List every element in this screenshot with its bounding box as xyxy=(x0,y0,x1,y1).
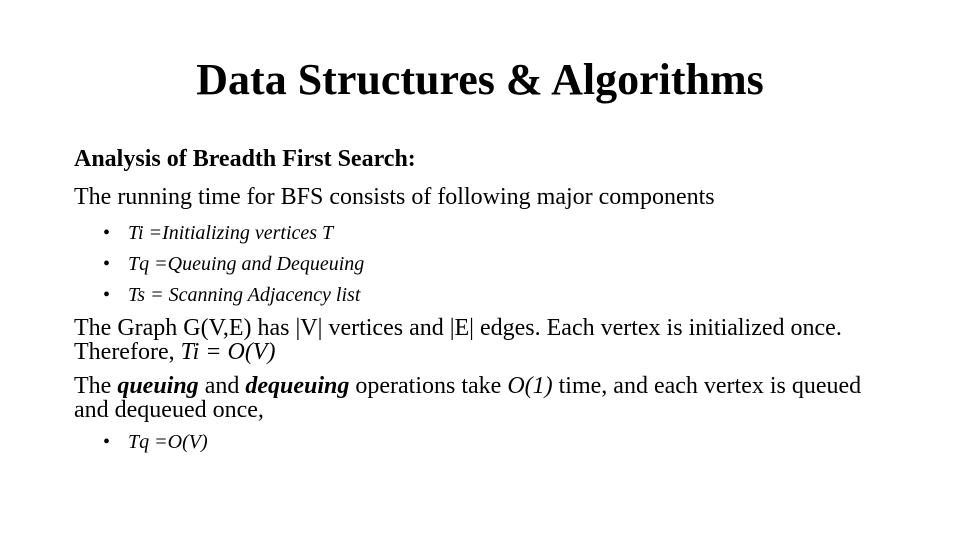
list-item-text: Ti =Initializing vertices T xyxy=(128,222,334,244)
list-item xyxy=(103,285,894,305)
formula-o1: O(1) xyxy=(507,373,553,399)
paragraph-text: operations take xyxy=(349,373,508,399)
paragraph-text: The xyxy=(74,373,118,399)
list-item xyxy=(103,223,894,243)
paragraph-text: The Graph G(V,E) has |V| vertices and |E| edges. Each vertex is initialized once. Therefore, xyxy=(74,315,842,365)
list-item-text: Ts = Scanning Adjacency list xyxy=(128,284,361,306)
bullet-icon: • xyxy=(103,284,111,306)
components-list xyxy=(74,223,894,305)
formula-ti: Ti = O(V) xyxy=(180,339,276,365)
paragraph-text: time, and each vertex is queued and dequeued once, xyxy=(74,373,862,423)
section-heading: Analysis of Breadth First Search: xyxy=(74,146,416,172)
bullet-icon: • xyxy=(103,253,111,275)
intro-text: The running time for BFS consists of following major components xyxy=(74,184,715,210)
list-item xyxy=(103,254,894,274)
list-item-text: Tq =O(V) xyxy=(128,431,208,453)
bullet-icon: • xyxy=(103,431,111,453)
list-item-text: Tq =Queuing and Dequeuing xyxy=(128,253,365,275)
paragraph-initialization xyxy=(74,316,894,364)
paragraph-text: and xyxy=(198,373,246,399)
term-queuing: queuing xyxy=(117,373,199,399)
result-list xyxy=(74,432,894,452)
slide-title: Data Structures & Algorithms xyxy=(196,55,764,104)
slide-content xyxy=(74,147,894,463)
list-item xyxy=(103,432,894,452)
term-dequeuing: dequeuing xyxy=(245,373,350,399)
paragraph-queuing xyxy=(74,374,894,422)
bullet-icon: • xyxy=(103,222,111,244)
